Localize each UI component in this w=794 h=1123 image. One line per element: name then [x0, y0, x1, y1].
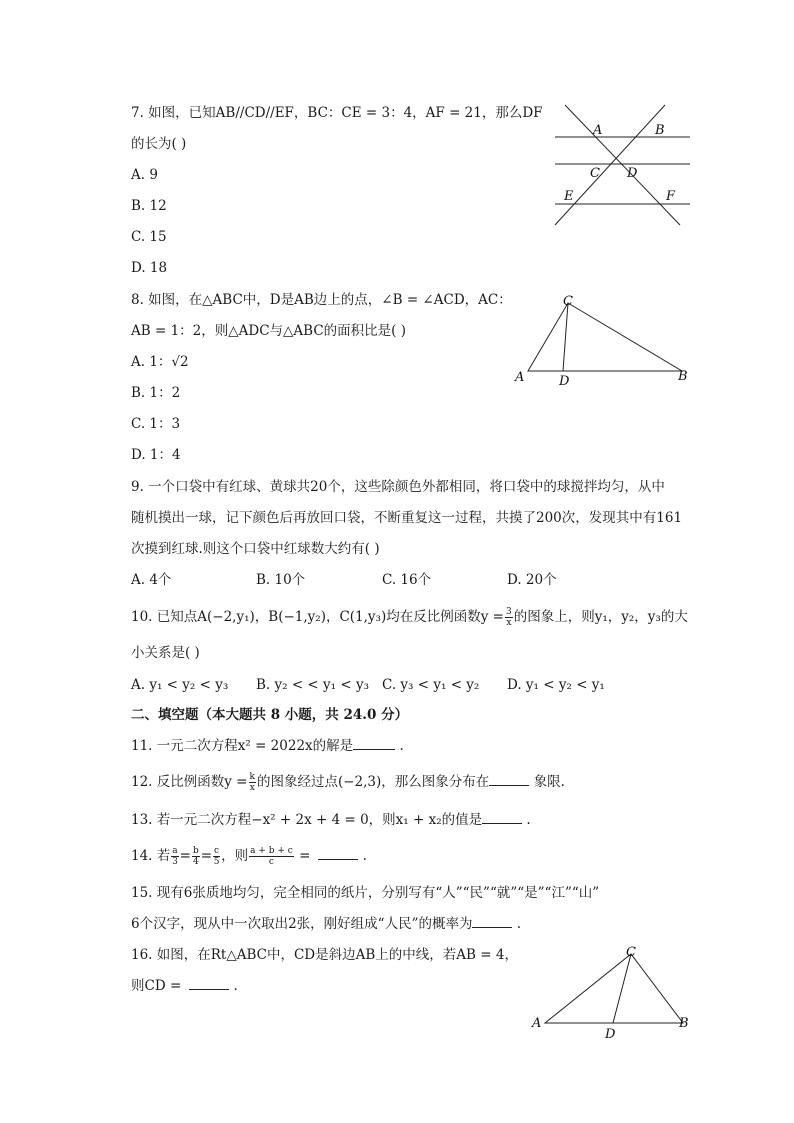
q14-eq1: = — [179, 848, 191, 864]
q15-stem-post: . — [512, 916, 522, 932]
q16-stem-line1: 16. 如图，在Rt△ABC中，CD是斜边AB上的中线，若AB = 4， — [131, 947, 518, 963]
q15-stem-line1: 15. 现有6张质地均匀，完全相同的纸片，分别写有“人”“民”“就”“是”“江”“山” — [131, 885, 600, 901]
q12-stem-mid: 的图象经过点(−2,3)，那么图象分布在 — [256, 774, 490, 790]
q14-f3-num: c — [214, 846, 220, 856]
q8-triangle-abc — [528, 303, 682, 371]
q14-f2-den: 4 — [192, 857, 199, 867]
q9-stem-line3: 次摸到红球.则这个口袋中红球数大约有( ) — [131, 541, 380, 557]
q14-mid: ，则 — [221, 848, 249, 864]
q11-stem-post: . — [395, 738, 404, 754]
q11-stem — [131, 736, 404, 756]
q14-answer-blank[interactable] — [318, 847, 358, 860]
q12-stem-post: 象限. — [529, 774, 565, 790]
q13-stem-pre: 13. 若一元二次方程−x² + 2x + 4 = 0，则x₁ + x₂的值是 — [131, 812, 483, 828]
q7-option-d: D. 18 — [131, 260, 168, 276]
q10-stem-pre: 10. 已知点A(−2,y₁)，B(−1,y₂)，C(1,y₃)均在反比例函数y = — [131, 609, 504, 625]
q12-fraction — [249, 772, 256, 793]
q13-stem — [131, 810, 531, 830]
q7-label-d: D — [627, 166, 638, 181]
q7-option-b: B. 12 — [131, 198, 167, 214]
q7-label-c: C — [590, 166, 600, 181]
q8-label-d: D — [559, 374, 570, 389]
q8-option-b: B. 1：2 — [131, 385, 181, 401]
q12-stem — [131, 772, 565, 793]
q7-label-a: A — [593, 123, 603, 138]
q13-stem-post: . — [522, 812, 531, 828]
q16-label-d: D — [605, 1027, 616, 1042]
q7-option-a: A. 9 — [131, 167, 158, 183]
q7-label-b: B — [655, 123, 665, 138]
q10-option-b: B. y₂ < < y₁ < y₃ — [256, 677, 370, 693]
q11-stem-pre: 11. 一元二次方程x² = 2022x的解是 — [131, 738, 354, 754]
q12-frac-den: x — [249, 783, 255, 793]
q8-label-c: C — [563, 294, 573, 309]
q14-stem — [131, 846, 367, 867]
q10-stem-line1 — [131, 607, 688, 628]
q9-stem-line2: 随机摸出一球，记下颜色后再放回口袋，不断重复这一过程，共摸了200次，发现其中有161 — [131, 510, 683, 526]
q8-stem-line1: 8. 如图，在△ABC中，D是AB边上的点，∠B = ∠ACD，AC： — [131, 292, 512, 308]
q16-answer-blank[interactable] — [189, 977, 229, 990]
q9-option-c: C. 16个 — [382, 572, 432, 588]
q14-f1-den: 3 — [172, 857, 178, 867]
q10-frac-den: x — [506, 618, 512, 628]
q14-f4-num: a + b + c — [250, 846, 293, 856]
q7-label-f: F — [666, 189, 676, 204]
q11-answer-blank[interactable] — [353, 737, 395, 750]
q16-triangle-abc — [545, 954, 683, 1023]
q10-option-a: A. y₁ < y₂ < y₃ — [131, 677, 229, 693]
q12-answer-blank[interactable] — [489, 773, 529, 786]
q7-stem-line2: 的长为( ) — [131, 136, 187, 152]
q15-stem-pre: 6个汉字，现从中一次取出2张，刚好组成“人民”的概率为 — [131, 916, 473, 932]
q9-option-b: B. 10个 — [256, 572, 306, 588]
q14-stem-post: . — [358, 848, 367, 864]
q10-fraction — [505, 607, 513, 628]
q13-answer-blank[interactable] — [482, 811, 522, 824]
q10-stem-line2: 小关系是( ) — [131, 645, 200, 661]
q14-fraction-a3 — [171, 846, 178, 867]
q8-stem-line2: AB = 1：2，则△ADC与△ABC的面积比是( ) — [131, 323, 406, 339]
q12-frac-num: k — [249, 772, 255, 782]
q14-eq2: = — [200, 848, 213, 864]
q9-option-d: D. 20个 — [507, 572, 557, 588]
q14-fraction-b4 — [192, 846, 200, 867]
q8-option-d: D. 1：4 — [131, 447, 181, 463]
q16-label-c: C — [626, 945, 636, 960]
q16-stem-line2 — [131, 976, 238, 996]
q9-option-a: A. 4个 — [131, 572, 172, 588]
q8-triangle-figure — [510, 290, 700, 390]
q8-option-c: C. 1：3 — [131, 416, 181, 432]
q14-fraction-sum — [249, 846, 294, 867]
q16-stem-pre: 则CD = — [131, 978, 182, 994]
q12-stem-pre: 12. 反比例函数y = — [131, 774, 248, 790]
q16-triangle-figure — [528, 940, 698, 1040]
q7-option-c: C. 15 — [131, 229, 167, 245]
q10-frac-num: 3 — [505, 607, 512, 617]
q8-option-a: A. 1：√2 — [131, 354, 189, 370]
q15-answer-blank[interactable] — [472, 915, 512, 928]
section-heading-fill-in: 二、填空题（本大题共 8 小题，共 24.0 分） — [131, 707, 409, 723]
q16-median-cd — [613, 954, 631, 1023]
q14-f1-num: a — [172, 846, 178, 856]
q16-label-b: B — [679, 1016, 689, 1031]
q14-fraction-c5 — [213, 846, 220, 867]
q14-eq3: = — [294, 848, 311, 864]
q16-label-a: A — [532, 1016, 542, 1031]
q7-label-e: E — [564, 189, 574, 204]
q14-stem-pre: 14. 若 — [131, 848, 171, 864]
q14-f2-num: b — [192, 846, 199, 856]
q7-stem-line1: 7. 如图，已知AB//CD//EF，BC：CE = 3：4，AF = 21，那么DF — [131, 105, 543, 121]
q10-stem-post: 的图象上，则y₁，y₂，y₃的大 — [513, 609, 688, 625]
q8-label-b: B — [678, 369, 688, 384]
q9-stem-line1: 9. 一个口袋中有红球、黄球共20个，这些除颜色外都相同，将口袋中的球搅拌均匀，从中 — [131, 479, 665, 495]
q7-transversal-1 — [555, 105, 665, 225]
q15-stem-line2 — [131, 914, 521, 934]
q7-parallel-lines-figure — [550, 100, 695, 230]
q10-option-c: C. y₃ < y₁ < y₂ — [382, 677, 480, 693]
q14-f4-den: c — [268, 857, 274, 867]
q8-segment-cd — [563, 303, 568, 371]
q10-option-d: D. y₁ < y₂ < y₁ — [507, 677, 605, 693]
q16-stem-post: . — [229, 978, 238, 994]
q14-f3-den: 5 — [213, 857, 220, 867]
q8-label-a: A — [515, 370, 525, 385]
